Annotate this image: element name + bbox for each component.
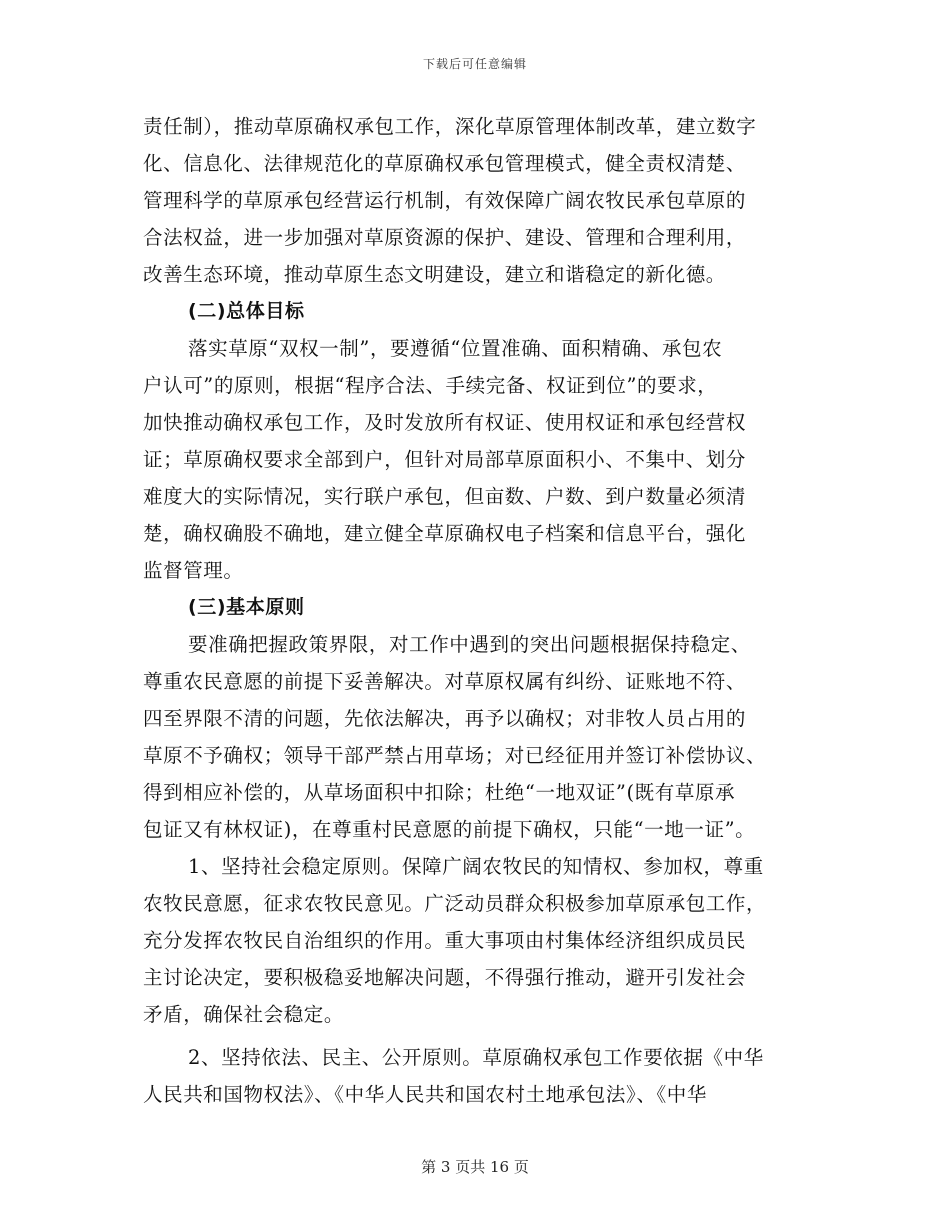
paragraph-line: 难度大的实际情况，实行联户承包，但亩数、户数、到户数量必须清	[143, 485, 747, 508]
header-note: 下载后可任意编辑	[422, 57, 527, 71]
paragraph-line: 落实草原“双权一制”，要遵循“位置准确、面积精确、承包农	[188, 337, 723, 360]
paragraph-line: 得到相应补偿的，从草场面积中扣除；杜绝“一地双证”(既有草原承	[143, 781, 736, 804]
section-heading-basic-principles: (三)基本原则	[188, 596, 305, 618]
paragraph-line: 证；草原确权要求全部到户，但针对局部草原面积小、不集中、划分	[143, 448, 747, 471]
paragraph-line: 改善生态环境，推动草原生态文明建设，建立和谐稳定的新化德。	[143, 263, 726, 286]
paragraph-line: 化、信息化、法律规范化的草原确权承包管理模式，健全责权清楚、	[143, 152, 747, 175]
paragraph-line: 户认可”的原则，根据“程序合法、手续完备、权证到位”的要求，	[143, 374, 718, 397]
document-body	[143, 108, 808, 1113]
paragraph-line: 四至界限不清的问题，先依法解决，再予以确权；对非牧人员占用的	[143, 707, 747, 730]
paragraph-line: 1、坚持社会稳定原则。保障广阔农牧民的知情权、参加权，尊重	[188, 855, 764, 878]
page-number-footer: 第 3 页共 16 页	[421, 1158, 529, 1176]
paragraph-line: 尊重农民意愿的前提下妥善解决。对草原权属有纠纷、证账地不符、	[143, 670, 747, 693]
paragraph-line: 加快推动确权承包工作，及时发放所有权证、使用权证和承包经营权	[143, 411, 747, 434]
paragraph-line: 矛盾，确保社会稳定。	[143, 1003, 345, 1026]
paragraph-line: 2、坚持依法、民主、公开原则。草原确权承包工作要依据《中华	[188, 1046, 764, 1069]
paragraph-line: 合法权益，进一步加强对草原资源的保护、建设、管理和合理利用，	[143, 226, 747, 249]
paragraph-line: 监督管理。	[143, 559, 244, 582]
paragraph-line: 主讨论决定，要积极稳妥地解决问题，不得强行推动，避开引发社会	[143, 966, 747, 989]
paragraph-line: 人民共和国物权法》、《中华人民共和国农村土地承包法》、《中华	[143, 1083, 708, 1106]
section-heading-overall-goal: (二)总体目标	[188, 300, 305, 322]
paragraph-line: 农牧民意愿，征求农牧民意见。广泛动员群众积极参加草原承包工作，	[143, 892, 767, 915]
paragraph-line: 要准确把握政策界限，对工作中遇到的突出问题根据保持稳定、	[188, 633, 751, 656]
paragraph-line: 包证又有林权证)，在尊重村民意愿的前提下确权，只能“一地一证”。	[143, 818, 756, 841]
paragraph-line: 草原不予确权；领导干部严禁占用草场；对已经征用并签订补偿协议、	[143, 744, 767, 767]
paragraph-line: 充分发挥农牧民自治组织的作用。重大事项由村集体经济组织成员民	[143, 929, 747, 952]
paragraph-line: 责任制），推动草原确权承包工作，深化草原管理体制改革，建立数字	[143, 115, 757, 138]
paragraph-line: 管理科学的草原承包经营运行机制，有效保障广阔农牧民承包草原的	[143, 189, 747, 212]
paragraph-line: 楚，确权确股不确地，建立健全草原确权电子档案和信息平台，强化	[143, 522, 747, 545]
